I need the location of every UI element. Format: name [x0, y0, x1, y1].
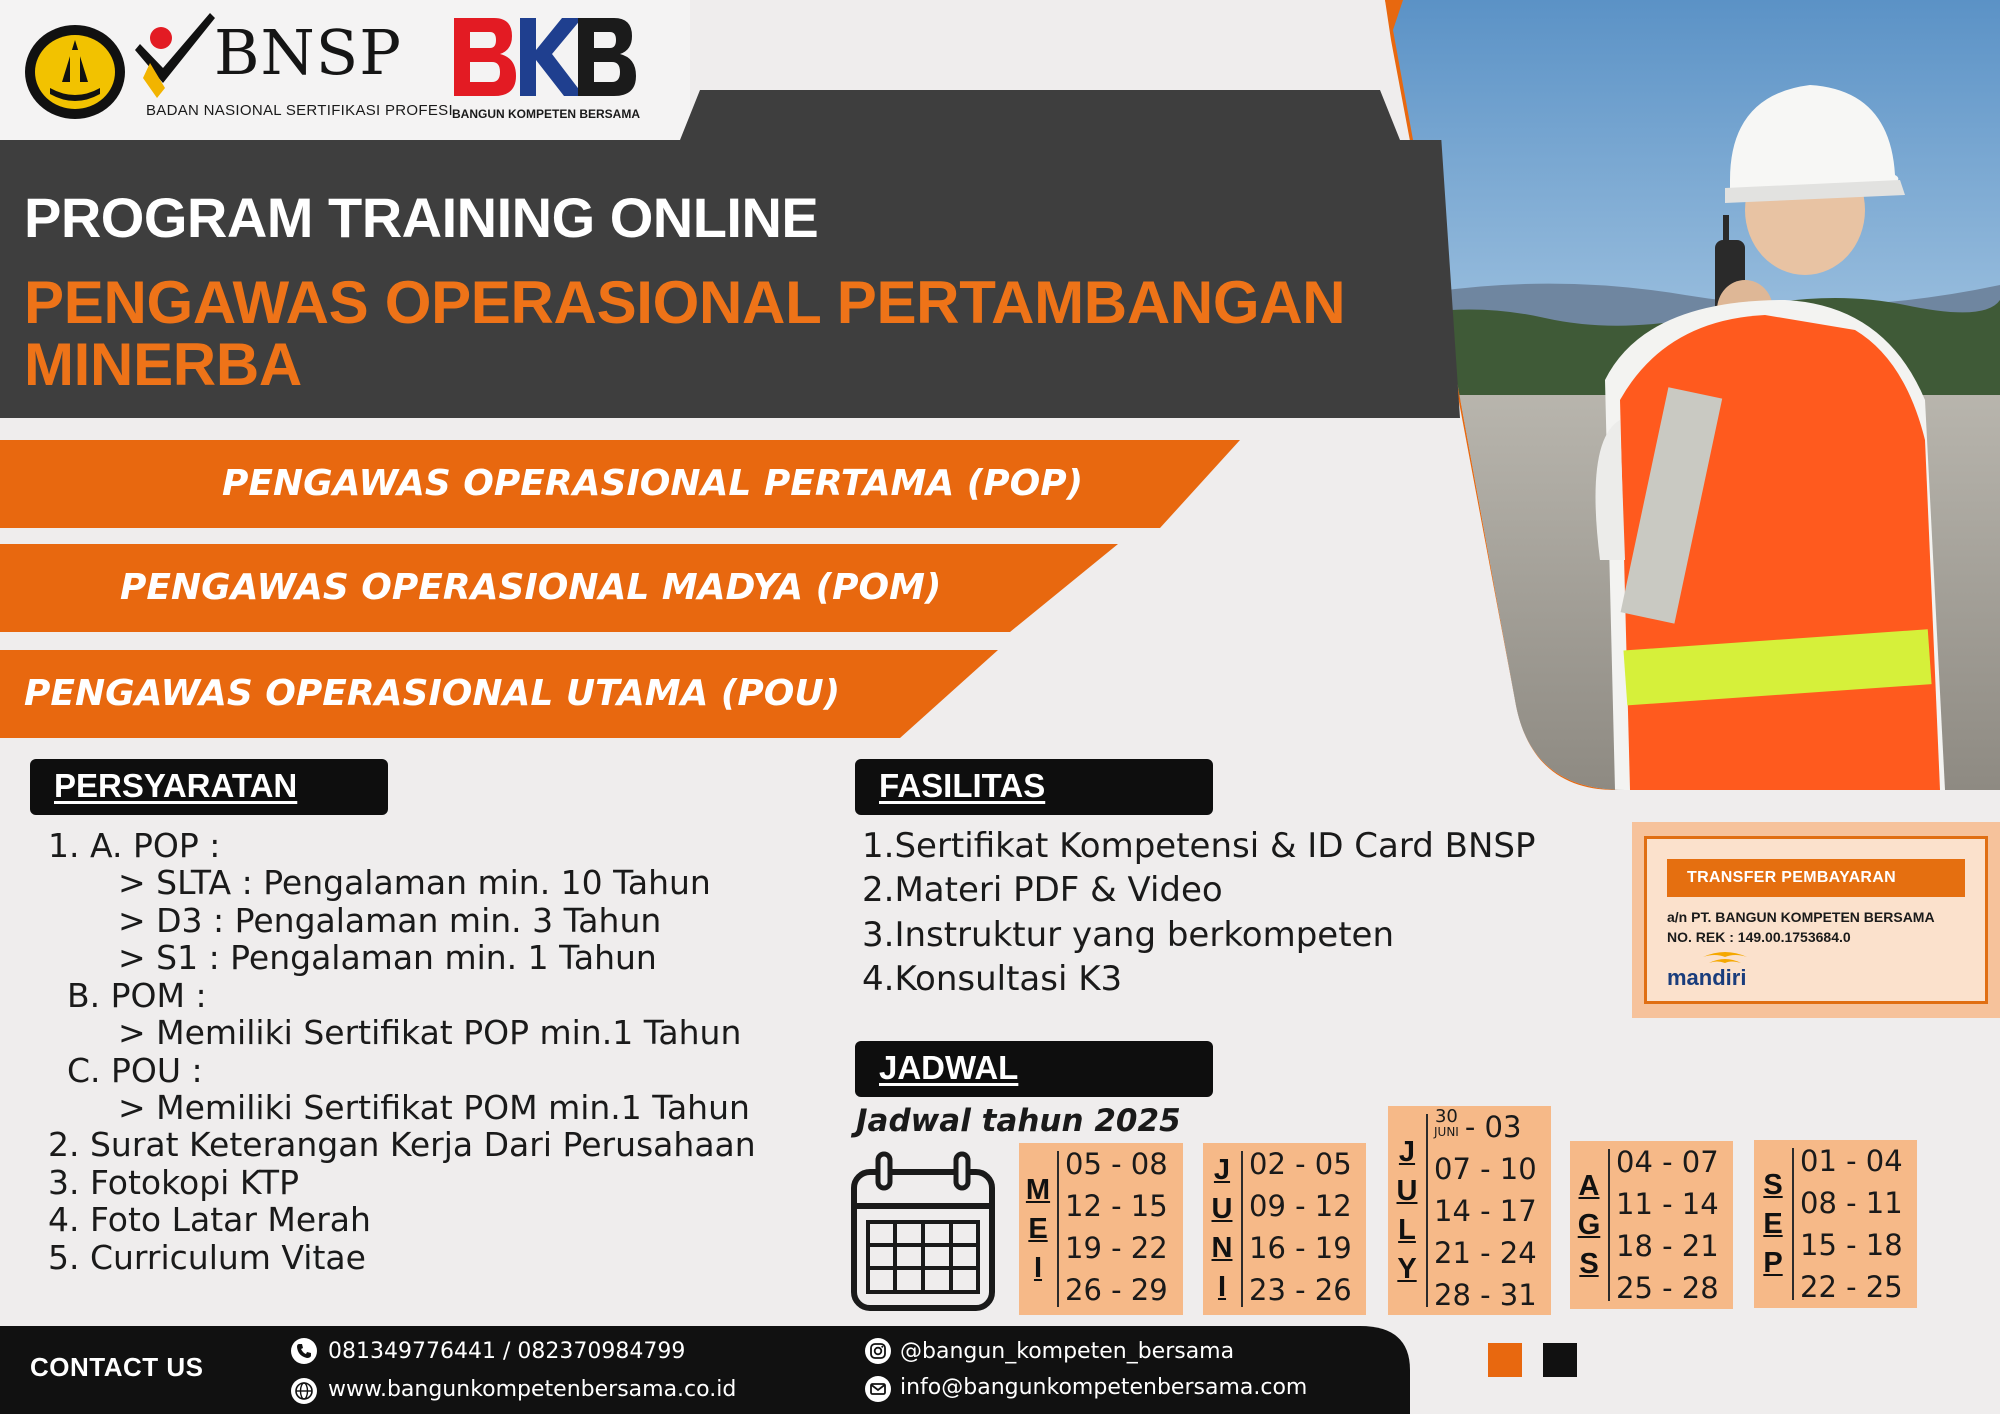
contact-instagram[interactable]: @bangun_kompeten_bersama [900, 1339, 1235, 1364]
hero-photo [1385, 0, 2000, 790]
month-block-sep [1754, 1140, 1917, 1308]
month-letter: E [1763, 1207, 1783, 1240]
month-letter: L [1398, 1213, 1416, 1246]
facility-item: 3.Instruktur yang berkompeten [862, 915, 1395, 955]
date-range: 05 - 08 [1065, 1147, 1168, 1181]
month-separator [1057, 1151, 1059, 1307]
level-banner-pop [0, 440, 1240, 528]
date-range: 22 - 25 [1800, 1270, 1903, 1304]
month-label [1570, 1141, 1608, 1309]
date-range: 02 - 05 [1249, 1147, 1352, 1181]
schedule-year: Jadwal tahun 2025 [856, 1103, 1181, 1139]
contact-label: CONTACT US [30, 1352, 204, 1382]
facility-item: 4.Konsultasi K3 [862, 959, 1123, 999]
month-separator [1241, 1151, 1243, 1307]
month-letter: Y [1397, 1252, 1417, 1285]
bnsp-logo [135, 8, 215, 100]
carryover-note [1434, 1106, 1459, 1138]
requirement-line: > Memiliki Sertifikat POP min.1 Tahun [118, 1013, 742, 1052]
bnsp-name: BNSP [214, 16, 403, 89]
facility-item: 2.Materi PDF & Video [862, 870, 1223, 910]
date-range: 14 - 17 [1434, 1194, 1537, 1228]
requirement-line: 3. Fotokopi KTP [48, 1163, 299, 1202]
month-block-mei [1019, 1143, 1183, 1315]
level-label: PENGAWAS OPERASIONAL UTAMA (POU) [24, 673, 841, 714]
month-label [1754, 1140, 1792, 1308]
level-banner-pou [0, 650, 998, 738]
month-letter: J [1213, 1154, 1231, 1186]
month-separator [1608, 1149, 1610, 1301]
month-letter: U [1396, 1174, 1418, 1207]
date-range: 19 - 22 [1065, 1231, 1168, 1265]
facilities-heading [855, 759, 1213, 815]
globe-icon [290, 1377, 318, 1405]
date-range: 09 - 12 [1249, 1189, 1352, 1223]
month-block-ags [1570, 1141, 1733, 1309]
contact-phone[interactable]: 081349776441 / 082370984799 [328, 1339, 686, 1364]
date-range: 12 - 15 [1065, 1189, 1168, 1223]
month-dates [1616, 1141, 1719, 1309]
month-label [1203, 1143, 1241, 1315]
month-letter: J [1398, 1135, 1416, 1168]
date-range: 25 - 28 [1616, 1271, 1719, 1305]
requirement-line: > Memiliki Sertifikat POM min.1 Tahun [118, 1088, 750, 1127]
requirement-line: 5. Curriculum Vitae [48, 1238, 366, 1277]
payment-label: TRANSFER PEMBAYARAN [1667, 859, 1965, 897]
requirement-line: > D3 : Pengalaman min. 3 Tahun [118, 901, 662, 940]
month-block-july [1388, 1106, 1551, 1315]
date-range: 28 - 31 [1434, 1278, 1537, 1312]
logo-band [0, 0, 690, 140]
program-title: PROGRAM TRAINING ONLINE [24, 186, 819, 249]
month-letter: U [1211, 1193, 1233, 1225]
month-label [1388, 1106, 1426, 1315]
level-banner-pom [0, 544, 1118, 632]
instagram-icon [864, 1337, 892, 1365]
month-letter: S [1579, 1247, 1599, 1280]
level-label: PENGAWAS OPERASIONAL PERTAMA (POP) [222, 463, 1084, 504]
month-letter: I [1033, 1251, 1043, 1284]
bkb-subtitle: BANGUN KOMPETEN BERSAMA [452, 107, 641, 121]
month-letter: I [1217, 1271, 1227, 1303]
mandiri-text: mandiri [1667, 965, 1747, 990]
bkb-logo [450, 14, 640, 100]
facility-item: 1.Sertifikat Kompetensi & ID Card BNSP [862, 826, 1536, 866]
date-range-carryover [1434, 1106, 1537, 1148]
calendar-icon [850, 1150, 996, 1312]
facilities-heading-text: FASILITAS [879, 767, 1046, 804]
date-range: 08 - 11 [1800, 1186, 1903, 1220]
requirements-heading [30, 759, 388, 815]
main-title: PENGAWAS OPERASIONAL PERTAMBANGAN MINERBA [24, 269, 1346, 398]
requirement-line: 1. A. POP : [48, 826, 221, 865]
month-letter: N [1211, 1232, 1233, 1264]
phone-icon [290, 1337, 318, 1365]
month-separator [1792, 1148, 1794, 1300]
month-letter: M [1025, 1173, 1051, 1206]
month-letter: E [1028, 1212, 1048, 1245]
requirement-line: > S1 : Pengalaman min. 1 Tahun [118, 938, 657, 977]
date-range: 21 - 24 [1434, 1236, 1537, 1270]
requirement-line: B. POM : [67, 976, 207, 1015]
date-range: 11 - 14 [1616, 1187, 1719, 1221]
level-label: PENGAWAS OPERASIONAL MADYA (POM) [120, 567, 942, 608]
carryover-month: JUNI [1434, 1125, 1459, 1139]
date-range: 18 - 21 [1616, 1229, 1719, 1263]
month-dates [1249, 1143, 1352, 1311]
payment-account-name: a/n PT. BANGUN KOMPETEN BERSAMA [1667, 909, 1935, 925]
requirement-line: 2. Surat Keterangan Kerja Dari Perusahaan [48, 1125, 756, 1164]
month-letter: S [1763, 1168, 1783, 1201]
payment-card [1632, 822, 2000, 1018]
date-range: 01 - 04 [1800, 1144, 1903, 1178]
contact-email[interactable]: info@bangunkompetenbersama.com [900, 1375, 1308, 1400]
header-tab-shape [680, 90, 1400, 150]
payment-account-number: NO. REK : 149.00.1753684.0 [1667, 929, 1851, 945]
email-icon [864, 1375, 892, 1403]
month-letter: A [1578, 1169, 1600, 1202]
date-range: 15 - 18 [1800, 1228, 1903, 1262]
decor-square-orange [1488, 1343, 1522, 1377]
payment-card-inner [1644, 836, 1988, 1004]
month-dates [1065, 1143, 1168, 1311]
date-range: 04 - 07 [1616, 1145, 1719, 1179]
month-dates [1800, 1140, 1903, 1308]
date-range: 26 - 29 [1065, 1273, 1168, 1307]
mandiri-logo [1665, 949, 1785, 993]
contact-website[interactable]: www.bangunkompetenbersama.co.id [328, 1377, 737, 1402]
schedule-heading-text: JADWAL [879, 1049, 1019, 1086]
month-block-juni [1203, 1143, 1366, 1315]
requirement-line: C. POU : [67, 1051, 203, 1090]
esdm-logo [22, 22, 128, 122]
date-range: 16 - 19 [1249, 1231, 1352, 1265]
decor-square-black [1543, 1343, 1577, 1377]
month-letter: P [1763, 1246, 1783, 1279]
month-letter: G [1577, 1208, 1601, 1241]
date-range: 07 - 10 [1434, 1152, 1537, 1186]
requirement-line: 4. Foto Latar Merah [48, 1200, 371, 1239]
bnsp-subtitle: BADAN NASIONAL SERTIFIKASI PROFESI [146, 102, 453, 119]
carryover-day: 30 [1434, 1106, 1458, 1127]
month-dates [1434, 1106, 1537, 1316]
requirement-line: > SLTA : Pengalaman min. 10 Tahun [118, 863, 711, 902]
month-label [1019, 1143, 1057, 1315]
date-range: - 03 [1464, 1110, 1522, 1144]
requirements-heading-text: PERSYARATAN [54, 767, 298, 804]
date-range: 23 - 26 [1249, 1273, 1352, 1307]
schedule-heading [855, 1041, 1213, 1097]
month-separator [1426, 1114, 1428, 1307]
